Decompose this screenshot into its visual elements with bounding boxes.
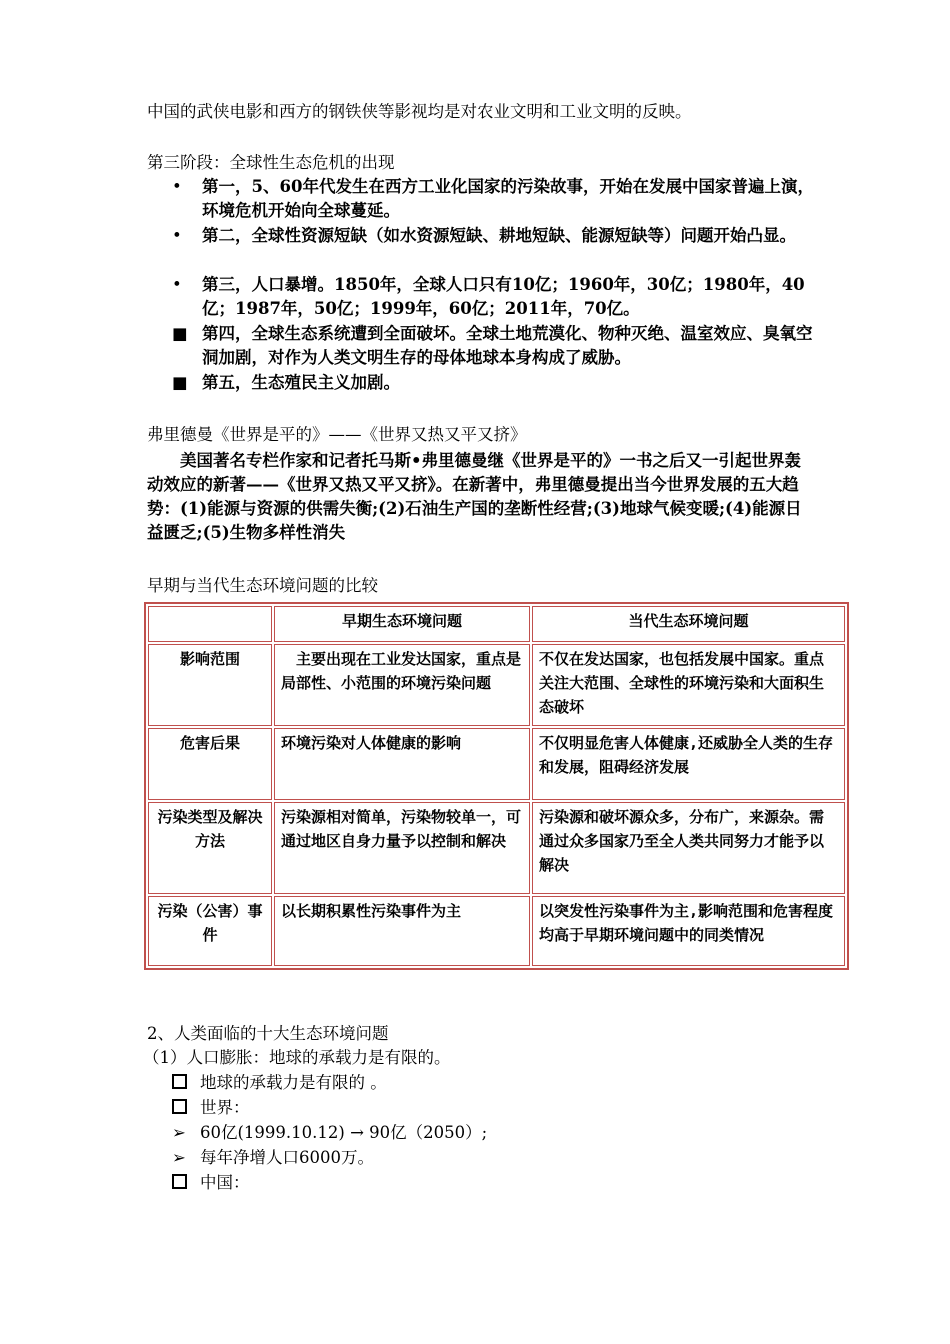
comparison-heading: 早期与当代生态环境问题的比较 <box>147 576 378 595</box>
early-cell: 污染源相对简单，污染物较单一，可通过地区自身力量予以控制和解决 <box>274 802 530 894</box>
stage3-item <box>172 273 822 321</box>
stage3-item-text: 第五，生态殖民主义加剧。 <box>202 373 400 392</box>
bullet-dot-icon: • <box>172 177 182 196</box>
table-header-cell: 当代生态环境问题 <box>532 606 845 642</box>
table-header-row <box>148 606 845 642</box>
list-item-text: 地球的承载力是有限的 。 <box>200 1073 387 1092</box>
checkbox-icon <box>172 1099 187 1114</box>
stage3-item <box>172 224 822 248</box>
early-cell: 以长期积累性污染事件为主 <box>274 896 530 966</box>
table-header-cell: 早期生态环境问题 <box>274 606 530 642</box>
bullet-dot-icon: • <box>172 226 182 245</box>
row-label: 危害后果 <box>148 728 272 800</box>
table-header-cell <box>148 606 272 642</box>
list-item <box>172 1146 374 1170</box>
section2-subheading: （1）人口膨胀：地球的承载力是有限的。 <box>143 1048 451 1067</box>
section2-heading: 2、人类面临的十大生态环境问题 <box>147 1024 389 1043</box>
early-cell: 环境污染对人体健康的影响 <box>274 728 530 800</box>
table-row <box>148 644 845 726</box>
list-item <box>172 1096 250 1120</box>
list-item-text: 中国： <box>200 1173 250 1192</box>
list-item <box>172 1171 250 1195</box>
row-label: 影响范围 <box>148 644 272 726</box>
early-cell: 主要出现在工业发达国家，重点是局部性、小范围的环境污染问题 <box>274 644 530 726</box>
stage3-item <box>172 371 822 395</box>
stage3-item-text: 第四，全球生态系统遭到全面破坏。全球土地荒漠化、物种灭绝、温室效应、臭氧空洞加剧，对作为人类文明生存的母体地球本身构成了威胁。 <box>202 324 813 367</box>
intro-line: 中国的武侠电影和西方的钢铁侠等影视均是对农业文明和工业文明的反映。 <box>147 102 692 121</box>
list-item <box>172 1071 387 1095</box>
stage3-item-text: 第三，人口暴增。1850年，全球人口只有10亿；1960年，30亿；1980年，40亿；1987年，50亿；1999年，60亿；2011年，70亿。 <box>202 275 805 318</box>
list-item <box>172 1121 487 1145</box>
stage3-item <box>172 322 822 370</box>
modern-cell: 以突发性污染事件为主,影响范围和危害程度均高于早期环境问题中的同类情况 <box>532 896 845 966</box>
stage3-item-text: 第一，5、60年代发生在西方工业化国家的污染故事，开始在发展中国家普遍上演，环境危机开始向全球蔓延。 <box>202 177 814 220</box>
table-row <box>148 802 845 894</box>
list-item-text: 世界： <box>200 1098 250 1117</box>
stage3-heading: 第三阶段：全球性生态危机的出现 <box>147 153 395 172</box>
stage3-item <box>172 175 822 223</box>
stage3-item-text: 第二，全球性资源短缺（如水资源短缺、耕地短缺、能源短缺等）问题开始凸显。 <box>202 226 796 245</box>
row-label: 污染（公害）事件 <box>148 896 272 966</box>
friedman-heading: 弗里德曼《世界是平的》——《世界又热又平又挤》 <box>147 425 527 444</box>
checkbox-icon <box>172 1074 187 1089</box>
row-label: 污染类型及解决方法 <box>148 802 272 894</box>
list-item-text: 每年净增人口6000万。 <box>200 1148 374 1167</box>
table-row <box>148 728 845 800</box>
modern-cell: 不仅在发达国家，也包括发展中国家。重点关注大范围、全球性的环境污染和大面积生态破坏 <box>532 644 845 726</box>
bullet-square-icon: ■ <box>172 373 188 392</box>
arrow-right-icon: ➢ <box>172 1123 186 1142</box>
modern-cell: 不仅明显危害人体健康,还威胁全人类的生存和发展，阻碍经济发展 <box>532 728 845 800</box>
comparison-table <box>144 602 849 970</box>
checkbox-icon <box>172 1174 187 1189</box>
list-item-text: 60亿(1999.10.12) → 90亿（2050）; <box>200 1123 488 1142</box>
friedman-paragraph: 美国著名专栏作家和记者托马斯•弗里德曼继《世界是平的》一书之后又一引起世界轰动效应的新著——《世界又热又平又挤》。在新著中，弗里德曼提出当今世界发展的五大趋势：(1)能源与资源的供需失衡;(2)石油生产国的垄断性经营;(3)地球气候变暖;(4)能源日益匮乏;(5)生物多样性消失 <box>147 451 802 542</box>
modern-cell: 污染源和破坏源众多，分布广，来源杂。需通过众多国家乃至全人类共同努力才能予以解决 <box>532 802 845 894</box>
table-row <box>148 896 845 966</box>
bullet-dot-icon: • <box>172 275 182 294</box>
bullet-square-icon: ■ <box>172 324 188 343</box>
arrow-right-icon: ➢ <box>172 1148 186 1167</box>
